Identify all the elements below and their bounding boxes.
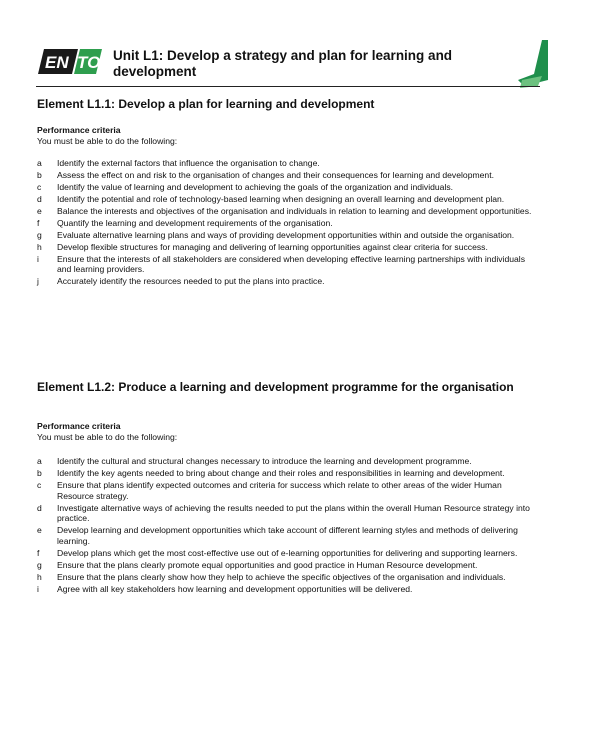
criteria-list-l1-2 (37, 456, 537, 596)
element-heading-l1-2: Element L1.2: Produce a learning and development programme for the organisation (37, 380, 514, 394)
criteria-item (37, 560, 537, 571)
criteria-letter: j (37, 276, 39, 287)
criteria-text: Accurately identify the resources needed to put the plans into practice. (57, 276, 325, 287)
criteria-letter: c (37, 479, 42, 490)
criteria-letter: c (37, 181, 42, 192)
criteria-item (37, 480, 537, 501)
ento-logo-icon (38, 49, 102, 74)
criteria-text: Quantify the learning and development requirements of the organisation. (57, 217, 333, 228)
criteria-text: Agree with all key stakeholders how learning and development opportunities will be delivered. (57, 583, 413, 594)
criteria-letter: e (37, 525, 42, 536)
criteria-text: Evaluate alternative learning plans and ways of providing development opportunities within and outside the organisation. (57, 229, 515, 240)
performance-criteria-label: Performance criteria (37, 421, 121, 431)
criteria-text: Develop flexible structures for managing and delivering of learning opportunities against clear criteria for success. (57, 241, 488, 252)
criteria-item (37, 572, 537, 583)
criteria-item (37, 525, 537, 546)
criteria-letter: b (37, 169, 42, 180)
green-flag-icon (512, 40, 552, 90)
criteria-text: Develop plans which get the most cost-effective use out of e-learning opportunities for delivering and supporting learners. (57, 547, 518, 558)
criteria-item (37, 230, 537, 241)
criteria-text: Balance the interests and objectives of the organisation and individuals in relation to learning and development opportunities. (57, 205, 532, 216)
criteria-letter: g (37, 229, 42, 240)
criteria-letter: g (37, 559, 42, 570)
performance-criteria-intro: You must be able to do the following: (37, 136, 178, 146)
logo-text-en: EN (45, 53, 69, 72)
criteria-letter: i (37, 253, 39, 264)
logo-text-to: TO (77, 53, 101, 72)
criteria-text: Develop learning and development opportunities which take account of different learning styles and methods of delivering learning. (57, 525, 518, 546)
criteria-item (37, 182, 537, 193)
criteria-item (37, 242, 537, 253)
criteria-letter: f (37, 217, 40, 228)
criteria-item (37, 194, 537, 205)
criteria-letter: i (37, 583, 39, 594)
criteria-text: Identify the external factors that influence the organisation to change. (57, 158, 320, 168)
criteria-letter: b (37, 467, 42, 478)
criteria-item (37, 468, 537, 479)
criteria-letter: h (37, 241, 42, 252)
criteria-text: Identify the potential and role of technology-based learning when designing an overall learning and development plan. (57, 193, 505, 204)
performance-criteria-label: Performance criteria (37, 125, 121, 135)
criteria-item (37, 584, 537, 595)
criteria-text: Identify the cultural and structural changes necessary to introduce the learning and development programme. (57, 456, 472, 466)
performance-criteria-intro: You must be able to do the following: (37, 432, 178, 442)
header-divider (36, 86, 540, 87)
criteria-text: Assess the effect on and risk to the organisation of changes and their consequences for learning and development. (57, 169, 494, 180)
criteria-text: Identify the key agents needed to bring about change and their roles and responsibilities in learning and development. (57, 467, 505, 478)
criteria-item (37, 276, 537, 287)
criteria-item (37, 254, 537, 275)
criteria-item (37, 158, 537, 169)
criteria-item (37, 206, 537, 217)
criteria-text: Ensure that the interests of all stakeholders are considered when developing effective learning partnerships with individuals and learning providers. (57, 253, 525, 275)
criteria-item (37, 170, 537, 181)
criteria-letter: a (37, 158, 42, 168)
criteria-item (37, 218, 537, 229)
criteria-text: Identify the value of learning and development to achieving the goals of the organization and individuals. (57, 181, 454, 192)
criteria-letter: h (37, 571, 42, 582)
criteria-letter: d (37, 193, 42, 204)
criteria-item (37, 503, 537, 524)
criteria-letter: f (37, 547, 40, 558)
criteria-item (37, 456, 537, 467)
criteria-list-l1-1 (37, 158, 537, 288)
criteria-text: Investigate alternative ways of achieving the results needed to put the plans within the overall Human Resource strategy into practice. (57, 502, 530, 524)
criteria-text: Ensure that plans identify expected outcomes and criteria for success which relate to other areas of the wider Human Resource strategy. (57, 479, 502, 501)
criteria-item (37, 548, 537, 559)
element-heading-l1-1: Element L1.1: Develop a plan for learning and development (37, 97, 375, 111)
criteria-text: Ensure that the plans clearly promote equal opportunities and good practice in Human Resource development. (57, 559, 478, 570)
criteria-letter: d (37, 502, 42, 513)
criteria-letter: e (37, 205, 42, 216)
unit-title: Unit L1: Develop a strategy and plan for learning and development (113, 48, 453, 79)
criteria-letter: a (37, 456, 42, 466)
criteria-text: Ensure that the plans clearly show how they help to achieve the specific objectives of the organisation and individuals. (57, 571, 506, 582)
